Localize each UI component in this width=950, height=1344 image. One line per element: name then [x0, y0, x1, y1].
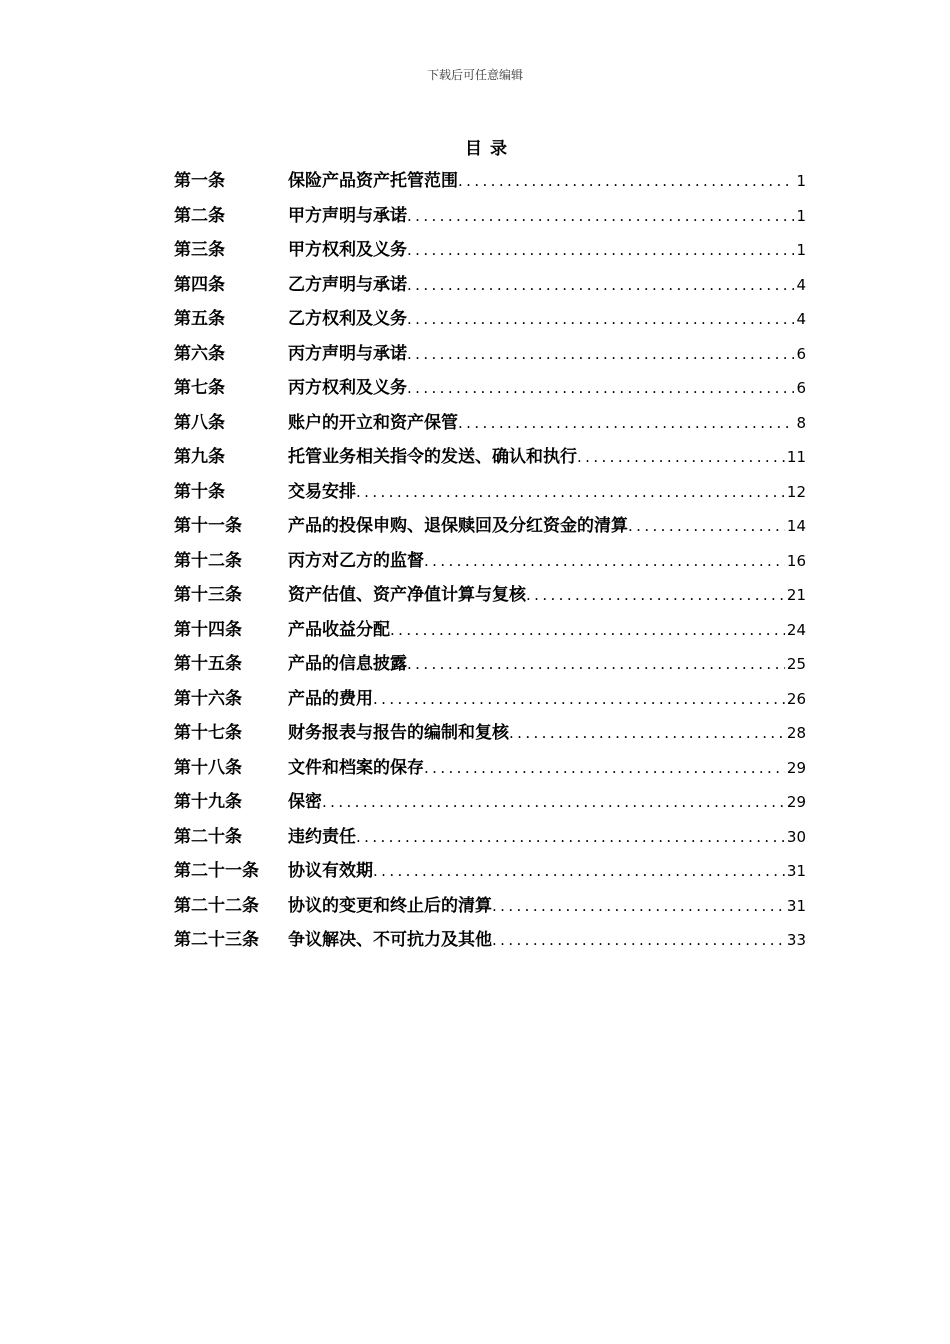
- toc-entry-page-number: 31: [786, 862, 806, 880]
- toc-dot-leader: [407, 268, 794, 303]
- toc-entry[interactable]: [174, 268, 806, 303]
- toc-dot-leader: [407, 337, 794, 372]
- toc-entry-page-number: 6: [796, 379, 806, 397]
- toc-entry-page-number: 21: [786, 586, 806, 604]
- toc-entry-title: 乙方权利及义务: [288, 309, 407, 329]
- toc-dot-leader: [407, 647, 785, 682]
- toc-entry-title: 财务报表与报告的编制和复核: [288, 723, 509, 743]
- toc-entry[interactable]: [174, 475, 806, 510]
- toc-entry-title: 资产估值、资产净值计算与复核: [288, 585, 526, 605]
- toc-entry-page-number: 29: [786, 758, 806, 777]
- toc-entry-title: 乙方声明与承诺: [288, 274, 407, 295]
- toc-entry-page-number: 16: [786, 551, 806, 570]
- toc-entry-page-number: 1: [796, 172, 806, 190]
- toc-dot-leader: [407, 199, 794, 234]
- toc-entry-number: 第六条: [174, 343, 225, 364]
- toc-dot-leader: [373, 682, 785, 717]
- toc-entry-title: 文件和档案的保存: [288, 757, 424, 778]
- toc-entry[interactable]: [174, 371, 806, 406]
- toc-entry-number: 第十七条: [174, 723, 242, 743]
- toc-entry-title: 丙方权利及义务: [288, 378, 407, 398]
- toc-dot-leader: [390, 613, 785, 648]
- toc-entry-page-number: 11: [786, 448, 806, 466]
- toc-entry-title: 产品的信息披露: [288, 654, 407, 674]
- toc-entry[interactable]: [174, 164, 806, 199]
- toc-entry-number: 第一条: [174, 171, 225, 191]
- toc-dot-leader: [322, 785, 785, 820]
- toc-entry-number: 第九条: [174, 447, 225, 467]
- toc-entry-page-number: 4: [796, 275, 806, 294]
- toc-entry-number: 第十二条: [174, 550, 242, 571]
- toc-dot-leader: [407, 302, 794, 337]
- toc-entry[interactable]: [174, 647, 806, 682]
- toc-entry-number: 第十八条: [174, 757, 242, 778]
- toc-entry-page-number: 29: [786, 793, 806, 811]
- toc-entry[interactable]: [174, 337, 806, 372]
- table-of-contents: [174, 164, 806, 958]
- toc-entry-title: 交易安排: [288, 481, 356, 502]
- toc-entry-page-number: 14: [786, 517, 806, 535]
- toc-entry-number: 第二十二条: [174, 895, 259, 916]
- toc-entry-number: 第十四条: [174, 619, 242, 640]
- toc-dot-leader: [492, 923, 785, 958]
- toc-entry-page-number: 6: [796, 344, 806, 363]
- toc-entry[interactable]: [174, 199, 806, 234]
- toc-dot-leader: [628, 509, 785, 544]
- toc-entry-page-number: 26: [786, 689, 806, 708]
- toc-entry-number: 第七条: [174, 378, 225, 398]
- toc-entry[interactable]: [174, 613, 806, 648]
- toc-entry[interactable]: [174, 751, 806, 786]
- toc-title: 目录: [465, 139, 515, 159]
- toc-dot-leader: [407, 371, 794, 406]
- toc-entry[interactable]: [174, 302, 806, 337]
- toc-entry-page-number: 4: [796, 310, 806, 328]
- toc-entry[interactable]: [174, 233, 806, 268]
- toc-entry-title: 保密: [288, 792, 322, 812]
- toc-entry-number: 第二条: [174, 205, 225, 226]
- toc-entry[interactable]: [174, 509, 806, 544]
- toc-entry[interactable]: [174, 544, 806, 579]
- toc-entry-number: 第十条: [174, 481, 225, 502]
- toc-entry-number: 第三条: [174, 240, 225, 260]
- toc-entry[interactable]: [174, 923, 806, 958]
- toc-dot-leader: [407, 233, 794, 268]
- toc-entry-page-number: 28: [786, 724, 806, 742]
- toc-dot-leader: [577, 440, 785, 475]
- toc-dot-leader: [356, 820, 785, 855]
- toc-entry-number: 第八条: [174, 412, 225, 433]
- toc-entry[interactable]: [174, 889, 806, 924]
- toc-dot-leader: [356, 475, 785, 510]
- toc-entry-page-number: 12: [786, 482, 806, 501]
- toc-entry-page-number: 31: [786, 896, 806, 915]
- toc-entry-title: 协议的变更和终止后的清算: [288, 895, 492, 916]
- toc-dot-leader: [458, 406, 794, 441]
- toc-entry-page-number: 30: [786, 827, 806, 846]
- toc-entry-title: 争议解决、不可抗力及其他: [288, 930, 492, 950]
- toc-dot-leader: [458, 164, 794, 199]
- page-header-note: 下载后可任意编辑: [426, 68, 523, 82]
- toc-entry-page-number: 8: [796, 413, 806, 432]
- toc-entry[interactable]: [174, 854, 806, 889]
- toc-entry[interactable]: [174, 820, 806, 855]
- toc-entry-page-number: 25: [786, 655, 806, 673]
- toc-entry[interactable]: [174, 406, 806, 441]
- toc-entry-page-number: 1: [796, 206, 806, 225]
- toc-dot-leader: [526, 578, 785, 613]
- toc-entry[interactable]: [174, 440, 806, 475]
- toc-dot-leader: [424, 544, 785, 579]
- toc-entry-number: 第四条: [174, 274, 225, 295]
- toc-entry-number: 第二十三条: [174, 930, 259, 950]
- toc-dot-leader: [373, 854, 785, 889]
- toc-entry[interactable]: [174, 716, 806, 751]
- toc-entry-page-number: 33: [786, 931, 806, 949]
- toc-dot-leader: [492, 889, 785, 924]
- toc-entry-number: 第十一条: [174, 516, 242, 536]
- toc-entry-title: 保险产品资产托管范围: [288, 171, 458, 191]
- toc-entry-title: 托管业务相关指令的发送、确认和执行: [288, 447, 577, 467]
- toc-entry-title: 产品的投保申购、退保赎回及分红资金的清算: [288, 516, 628, 536]
- toc-entry-number: 第二十条: [174, 826, 242, 847]
- toc-entry-title: 违约责任: [288, 826, 356, 847]
- toc-entry[interactable]: [174, 578, 806, 613]
- toc-entry-title: 产品收益分配: [288, 619, 390, 640]
- toc-entry-number: 第十五条: [174, 654, 242, 674]
- toc-entry-title: 协议有效期: [288, 861, 373, 881]
- toc-entry-title: 丙方对乙方的监督: [288, 550, 424, 571]
- toc-entry-number: 第十六条: [174, 688, 242, 709]
- toc-entry-title: 甲方声明与承诺: [288, 205, 407, 226]
- toc-entry-number: 第五条: [174, 309, 225, 329]
- toc-entry-title: 产品的费用: [288, 688, 373, 709]
- toc-entry[interactable]: [174, 785, 806, 820]
- toc-entry-number: 第二十一条: [174, 861, 259, 881]
- toc-entry-title: 甲方权利及义务: [288, 240, 407, 260]
- toc-dot-leader: [424, 751, 785, 786]
- toc-dot-leader: [509, 716, 785, 751]
- toc-entry-number: 第十九条: [174, 792, 242, 812]
- toc-entry-title: 丙方声明与承诺: [288, 343, 407, 364]
- toc-entry[interactable]: [174, 682, 806, 717]
- toc-entry-title: 账户的开立和资产保管: [288, 412, 458, 433]
- toc-entry-number: 第十三条: [174, 585, 242, 605]
- toc-entry-page-number: 1: [796, 241, 806, 259]
- toc-entry-page-number: 24: [786, 620, 806, 639]
